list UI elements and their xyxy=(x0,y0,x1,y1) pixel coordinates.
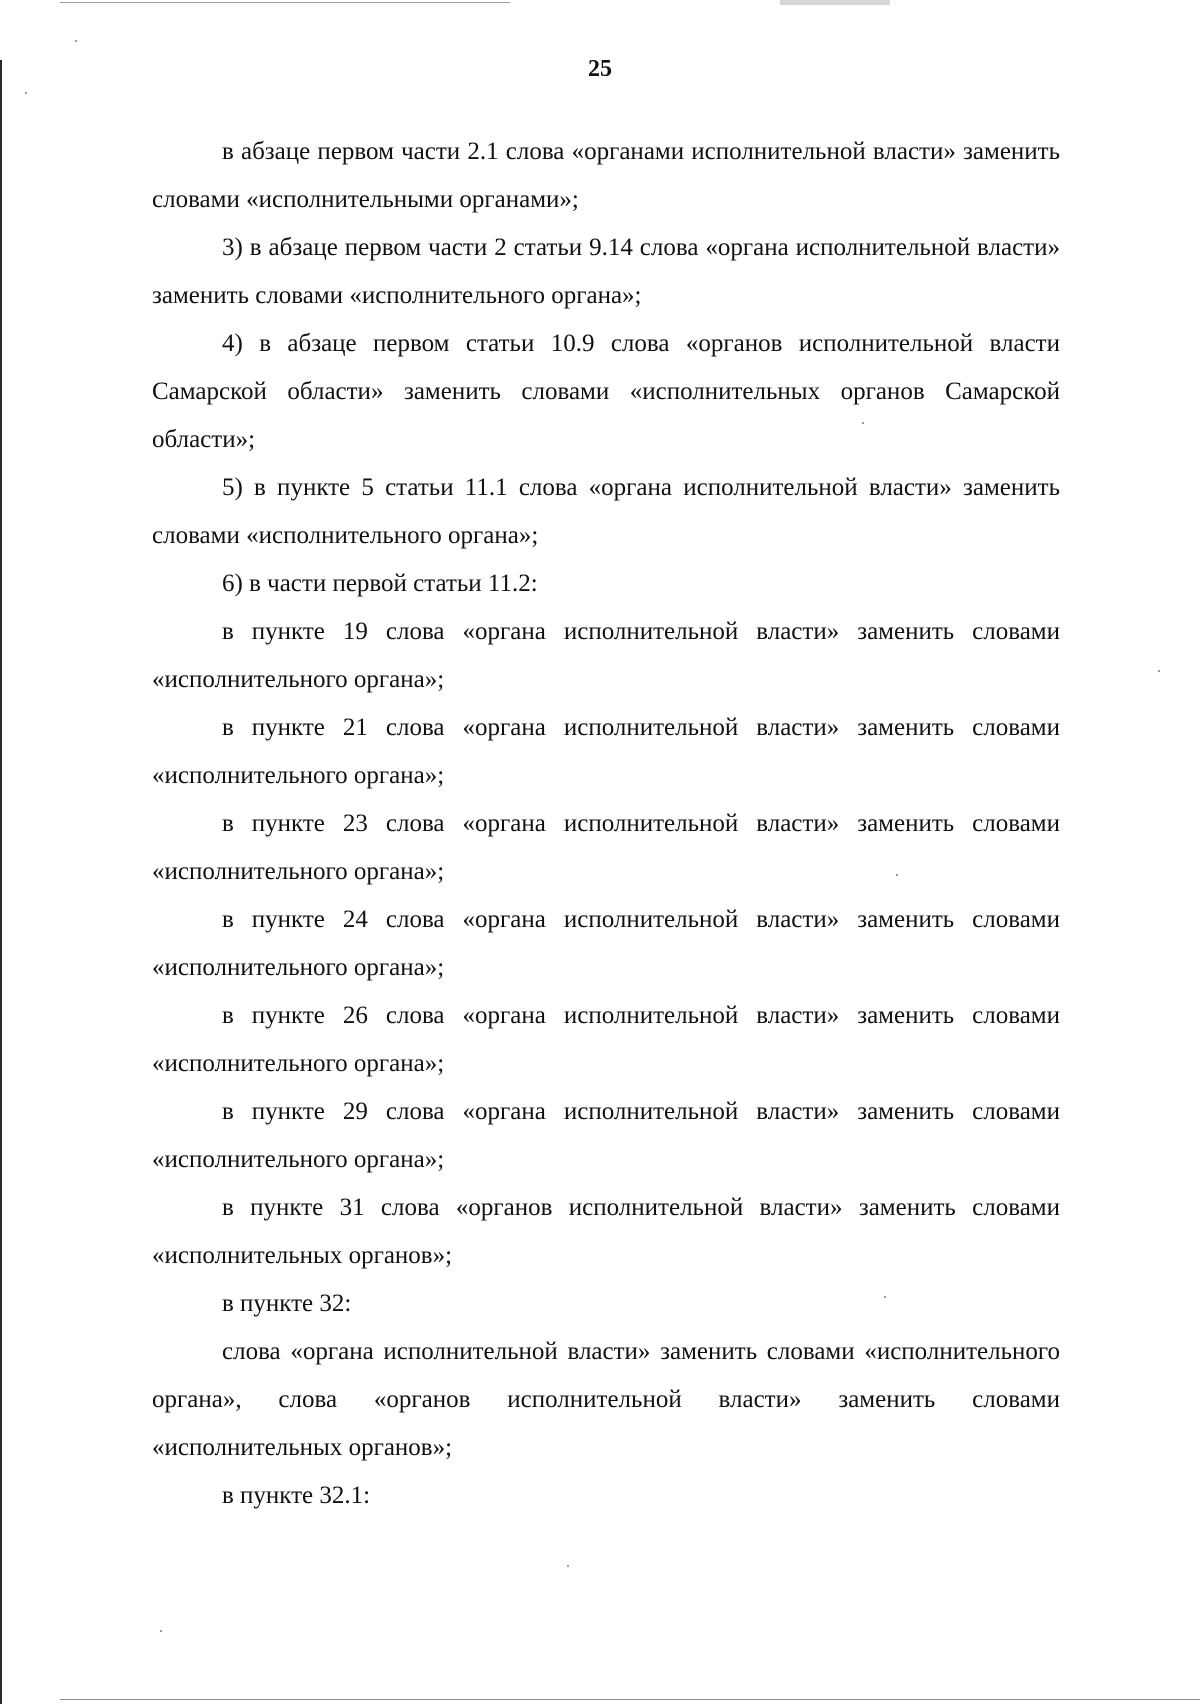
paragraph: 6) в части первой статьи 11.2: xyxy=(222,570,538,597)
paragraph: в абзаце первом части 2.1 слова «органами исполнительной власти» заменить словами «исполнительными органами»; xyxy=(152,138,1060,213)
scan-speck xyxy=(1158,670,1160,672)
scan-speck xyxy=(160,1630,162,1632)
scan-speck xyxy=(567,1565,569,1567)
scan-speck xyxy=(75,40,77,42)
paragraph: в пункте 23 слова «органа исполнительной власти» заменить словами «исполнительного органа»; xyxy=(152,810,1060,885)
scan-artifact-bottom xyxy=(60,1699,1200,1700)
paragraph: 4) в абзаце первом статьи 10.9 слова «органов исполнительной власти Самарской области» заменить словами «исполнительных органов Самарской области»; xyxy=(152,330,1060,453)
scan-edge xyxy=(0,60,2,1704)
paragraph: 3) в абзаце первом части 2 статьи 9.14 слова «органа исполнительной власти» заменить словами «исполнительного органа»; xyxy=(152,234,1060,309)
scan-smudge xyxy=(780,0,890,5)
paragraph: в пункте 31 слова «органов исполнительной власти» заменить словами «исполнительных органов»; xyxy=(152,1194,1060,1269)
scan-artifact-top xyxy=(60,2,510,3)
paragraph: в пункте 32: xyxy=(222,1290,352,1317)
page-number: 25 xyxy=(588,56,612,82)
scan-speck xyxy=(25,92,27,94)
paragraph: в пункте 26 слова «органа исполнительной власти» заменить словами «исполнительного органа»; xyxy=(152,1002,1060,1077)
paragraph: в пункте 19 слова «органа исполнительной власти» заменить словами «исполнительного органа»; xyxy=(152,618,1060,693)
paragraph: в пункте 24 слова «органа исполнительной власти» заменить словами «исполнительного органа»; xyxy=(152,906,1060,981)
paragraph: 5) в пункте 5 статьи 11.1 слова «органа исполнительной власти» заменить словами «исполнительного органа»; xyxy=(152,474,1060,549)
paragraph: слова «органа исполнительной власти» заменить словами «исполнительного органа», слова «органов исполнительной власти» заменить словами «исполнительных органов»; xyxy=(152,1338,1060,1461)
document-body xyxy=(152,128,1060,1520)
paragraph: в пункте 32.1: xyxy=(222,1482,371,1509)
paragraph: в пункте 29 слова «органа исполнительной власти» заменить словами «исполнительного органа»; xyxy=(152,1098,1060,1173)
paragraph: в пункте 21 слова «органа исполнительной власти» заменить словами «исполнительного органа»; xyxy=(152,714,1060,789)
